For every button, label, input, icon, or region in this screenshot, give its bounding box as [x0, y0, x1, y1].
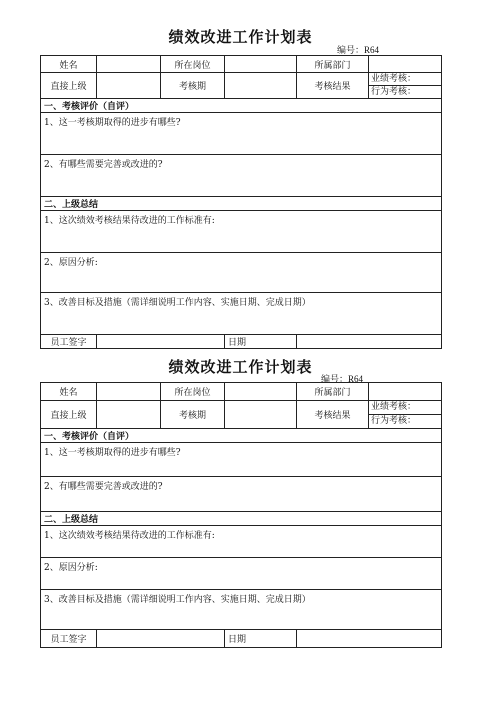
name-label: 姓名 [41, 56, 97, 73]
name-field[interactable] [97, 383, 161, 401]
result-label: 考核结果 [297, 73, 369, 99]
department-field[interactable] [369, 383, 442, 401]
position-label: 所在岗位 [161, 56, 225, 73]
supervisor-label: 直接上级 [41, 401, 97, 429]
date-label: 日期 [225, 630, 297, 648]
question-improvement-goals[interactable]: 3、改善目标及措施（需详细说明工作内容、实施日期、完成日期） [41, 293, 442, 335]
question-improvements[interactable]: 2、有哪些需要完善或改进的? [41, 155, 442, 197]
name-label: 姓名 [41, 383, 97, 401]
name-field[interactable] [97, 56, 161, 73]
result-field [369, 73, 442, 99]
behavior-score-field[interactable]: 行为考核： [369, 85, 441, 98]
form-table [40, 382, 442, 648]
signature-field[interactable] [97, 630, 225, 648]
result-field [369, 401, 442, 429]
period-field[interactable] [225, 73, 297, 99]
form-table [40, 55, 442, 349]
question-progress[interactable]: 1、这一考核期取得的进步有哪些? [41, 113, 442, 155]
question-cause-analysis[interactable]: 2、原因分析: [41, 558, 442, 590]
supervisor-field[interactable] [97, 401, 161, 429]
form-title: 绩效改进工作计划表 [168, 28, 313, 46]
signature-field[interactable] [97, 335, 225, 349]
department-field[interactable] [369, 56, 442, 73]
question-cause-analysis[interactable]: 2、原因分析: [41, 253, 442, 293]
form-code: 编号：R64 [320, 374, 363, 384]
position-field[interactable] [225, 383, 297, 401]
form-code: 编号：R64 [336, 45, 379, 55]
date-field[interactable] [297, 630, 442, 648]
supervisor-field[interactable] [97, 73, 161, 99]
period-field[interactable] [225, 401, 297, 429]
period-label: 考核期 [161, 401, 225, 429]
performance-score-field[interactable]: 业绩考核： [371, 74, 417, 84]
position-label: 所在岗位 [161, 383, 225, 401]
performance-score-field[interactable]: 业绩考核： [371, 402, 417, 412]
department-label: 所属部门 [297, 56, 369, 73]
department-label: 所属部门 [297, 383, 369, 401]
question-standards[interactable]: 1、这次绩效考核结果待改进的工作标准有: [41, 526, 442, 558]
position-field[interactable] [225, 56, 297, 73]
question-standards[interactable]: 1、这次绩效考核结果待改进的工作标准有: [41, 211, 442, 253]
behavior-score-field[interactable]: 行为考核： [369, 414, 441, 428]
date-label: 日期 [225, 335, 297, 349]
result-label: 考核结果 [297, 401, 369, 429]
question-improvement-goals[interactable]: 3、改善目标及措施（需详细说明工作内容、实施日期、完成日期） [41, 590, 442, 630]
section-self-evaluation: 一、考核评价（自评） [41, 429, 442, 443]
section-self-evaluation: 一、考核评价（自评） [41, 99, 442, 113]
signature-label: 员工签字 [41, 630, 97, 648]
date-field[interactable] [297, 335, 442, 349]
period-label: 考核期 [161, 73, 225, 99]
signature-label: 员工签字 [41, 335, 97, 349]
question-improvements[interactable]: 2、有哪些需要完善或改进的? [41, 477, 442, 512]
section-supervisor-summary: 二、上级总结 [41, 512, 442, 526]
question-progress[interactable]: 1、这一考核期取得的进步有哪些? [41, 443, 442, 477]
section-supervisor-summary: 二、上级总结 [41, 197, 442, 211]
form-title: 绩效改进工作计划表 [168, 358, 313, 376]
supervisor-label: 直接上级 [41, 73, 97, 99]
